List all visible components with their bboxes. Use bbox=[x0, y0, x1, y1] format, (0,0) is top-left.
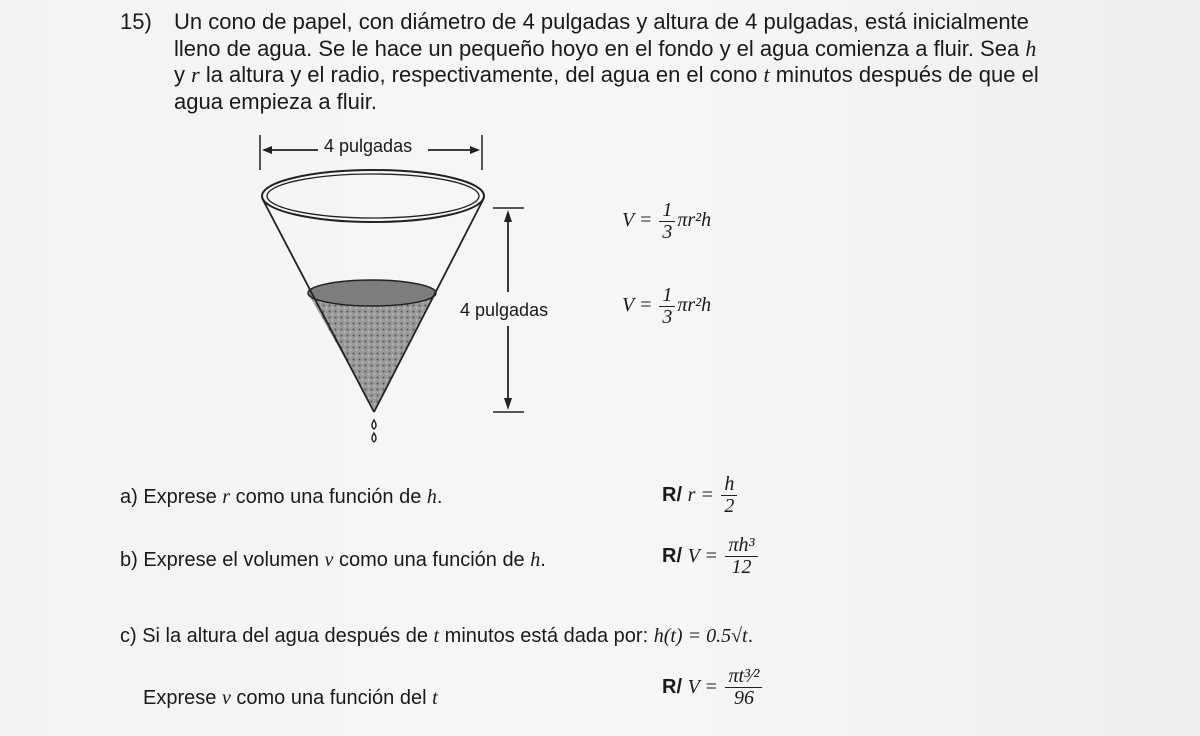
statement-line-3: y r la altura y el radio, respectivamente, del agua en el cono t minutos después de que el bbox=[174, 62, 1039, 87]
fraction: $\frac{h}{2}$ bbox=[721, 474, 737, 517]
cone-diagram bbox=[250, 130, 580, 460]
question-a: a) Exprese r como una función de h. bbox=[120, 486, 443, 508]
fraction: $\frac{\text{πh³}}{12}$ bbox=[725, 535, 757, 578]
height-label: 4 pulgadas bbox=[460, 300, 549, 320]
question-c-part-2: Exprese v como una función del t bbox=[143, 687, 438, 709]
problem-statement bbox=[174, 9, 1104, 115]
statement-line-4: agua empieza a fluir. bbox=[174, 88, 378, 114]
fraction: $\frac{\text{πt³⁄²}}{96}$ bbox=[725, 666, 762, 709]
fraction: $\frac{1}{3}$ bbox=[659, 200, 675, 243]
statement-line-2: lleno de agua. Se le hace un pequeño hoyo en el fondo y el agua comienza a fluir. Sea h bbox=[174, 35, 1037, 61]
answer-a: R/ r = $\frac{h}{2}$ bbox=[662, 474, 739, 517]
volume-formula-1: V = $\frac{1}{3}$ πr²h bbox=[622, 199, 712, 243]
answer-c: R/ V = $\frac{\text{πt³⁄²}}{96}$ bbox=[662, 666, 764, 709]
volume-formula-2: V = $\frac{1}{3}$ πr²h bbox=[622, 284, 712, 328]
question-c: c) Si la altura del agua después de t minutos está dada por: h(t) = 0.5√t. bbox=[120, 625, 754, 647]
fraction: $\frac{1}{3}$ bbox=[659, 285, 675, 328]
question-b: b) Exprese el volumen v como una función de h. bbox=[120, 549, 546, 571]
statement-line-1: Un cono de papel, con diámetro de 4 pulgadas y altura de 4 pulgadas, está inicialmente bbox=[174, 9, 1029, 34]
problem-number: 15) bbox=[120, 9, 152, 34]
answer-b: R/ V = $\frac{\text{πh³}}{12}$ bbox=[662, 535, 760, 578]
diameter-label: 4 pulgadas bbox=[324, 136, 413, 156]
